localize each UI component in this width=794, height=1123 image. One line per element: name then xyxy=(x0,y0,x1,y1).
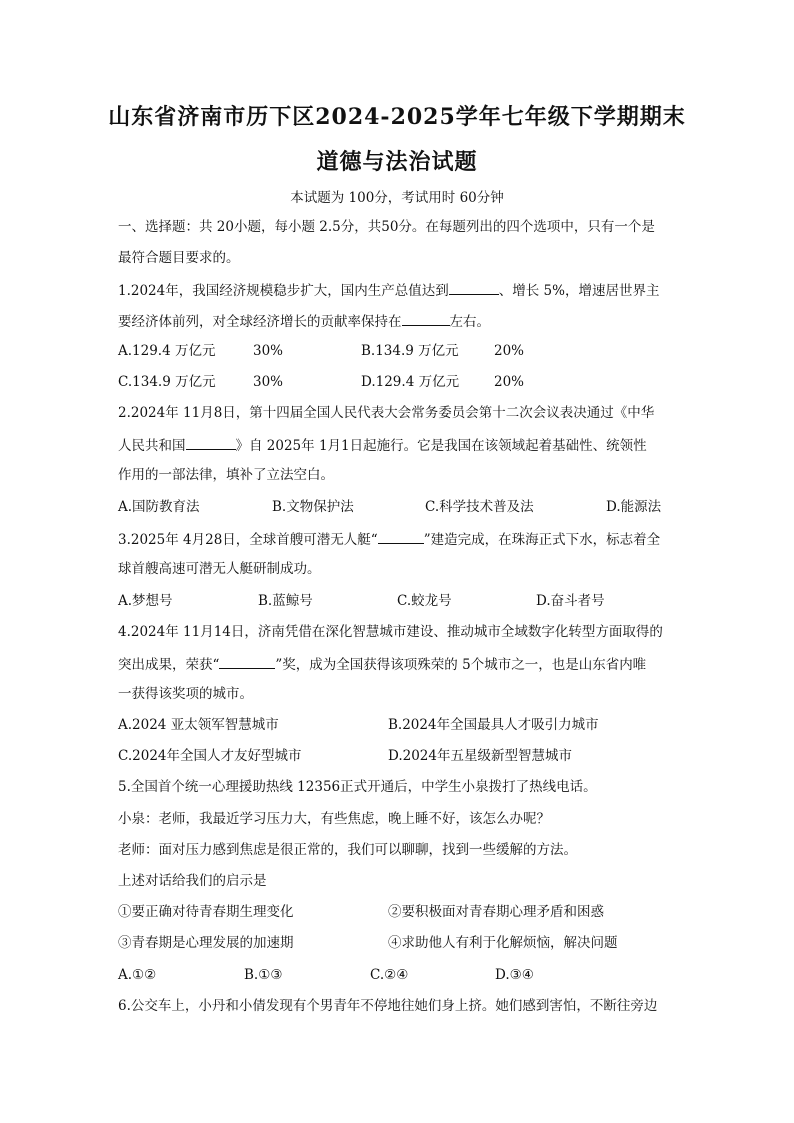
q5-item-3: ③青春期是心理发展的加速期 xyxy=(118,935,294,951)
q5-option-d: D.③④ xyxy=(495,967,534,983)
q5-option-a: A.①② xyxy=(118,967,157,983)
q3-line2: 球首艘高速可潜无人艇研制成功。 xyxy=(118,561,321,577)
q5-line2: 小泉：老师，我最近学习压力大，有些焦虑，晚上睡不好，该怎么办呢？ xyxy=(118,811,550,827)
q1-option-c: C.134.9 万亿元 xyxy=(118,374,216,390)
section-intro-line1: 一、选择题：共 20小题，每小题 2.5分，共50分。在每题列出的四个选项中，只有一个是 xyxy=(118,219,655,235)
q1-option-b-value: 20% xyxy=(494,343,525,359)
q4-line3: 一获得该奖项的城市。 xyxy=(118,686,253,702)
q2-line2 xyxy=(118,435,647,455)
q2-option-a: A.国防教育法 xyxy=(118,499,200,515)
q3-text-a: 3.2025年 4月28日，全球首艘可潜无人艇“ xyxy=(118,532,378,548)
exam-title-line2: 道德与法治试题 xyxy=(316,149,478,175)
q1-line2 xyxy=(118,311,490,331)
q2-line3: 作用的一部法律，填补了立法空白。 xyxy=(118,467,334,483)
q5-item-1: ①要正确对待青春期生理变化 xyxy=(118,904,294,920)
q1-text-c: 要经济体前列，对全球经济增长的贡献率保持在 xyxy=(118,314,402,330)
q1-option-b: B.134.9 万亿元 xyxy=(361,343,459,359)
q5-line4: 上述对话给我们的启示是 xyxy=(118,873,267,889)
q3-option-d: D.奋斗者号 xyxy=(536,593,605,609)
q3-option-c: C.蛟龙号 xyxy=(397,593,452,609)
q1-text-b: 、增长 5%，增速居世界主 xyxy=(498,283,660,299)
exam-title-line1: 山东省济南市历下区2024-2025学年七年级下学期期末 xyxy=(108,104,686,130)
q2-option-d: D.能源法 xyxy=(606,499,662,515)
q4-option-a: A.2024 亚太领军智慧城市 xyxy=(118,717,279,733)
q1-blank-2 xyxy=(402,311,450,326)
q1-option-d: D.129.4 万亿元 xyxy=(361,374,460,390)
q1-option-a: A.129.4 万亿元 xyxy=(118,343,216,359)
q2-option-b: B.文物保护法 xyxy=(272,499,354,515)
q5-line1: 5.全国首个统一心理援助热线 12356正式开通后，中学生小泉拨打了热线电话。 xyxy=(118,779,597,795)
q1-line1 xyxy=(118,280,659,300)
q4-line1: 4.2024年 11月14日，济南凭借在深化智慧城市建设、推动城市全域数字化转型方面取得的 xyxy=(118,624,663,640)
q2-blank xyxy=(186,435,236,450)
q5-item-2: ②要积极面对青春期心理矛盾和困惑 xyxy=(388,904,604,920)
q5-line3: 老师：面对压力感到焦虑是很正常的，我们可以聊聊，找到一些缓解的方法。 xyxy=(118,842,577,858)
q1-text-d: 左右。 xyxy=(449,314,490,330)
section-intro-line2: 最符合题目要求的。 xyxy=(118,250,240,266)
q4-blank xyxy=(219,654,275,669)
q4-option-d: D.2024年五星级新型智慧城市 xyxy=(388,748,572,764)
q5-item-4: ④求助他人有利于化解烦恼，解决问题 xyxy=(388,935,618,951)
q1-option-c-value: 30% xyxy=(253,374,284,390)
q2-text-b: 》自 2025年 1月1日起施行。它是我国在该领域起着基础性、统领性 xyxy=(235,438,647,454)
q3-option-a: A.梦想号 xyxy=(118,593,173,609)
q5-option-b: B.①③ xyxy=(244,967,283,983)
q1-option-a-value: 30% xyxy=(253,343,284,359)
q4-text-a: 突出成果，荣获“ xyxy=(118,657,220,673)
q4-option-b: B.2024年全国最具人才吸引力城市 xyxy=(388,717,599,733)
q3-line1 xyxy=(118,529,660,549)
exam-subtitle: 本试题为 100分，考试用时 60分钟 xyxy=(290,190,504,206)
q3-blank xyxy=(378,529,424,544)
q1-blank-1 xyxy=(449,280,499,295)
q6-line1: 6.公交车上，小丹和小倩发现有个男青年不停地往她们身上挤。她们感到害怕，不断往旁边 xyxy=(118,998,658,1014)
q1-option-d-value: 20% xyxy=(494,374,525,390)
q1-text-a: 1.2024年，我国经济规模稳步扩大，国内生产总值达到 xyxy=(118,283,449,299)
q4-line2 xyxy=(118,654,646,674)
q3-option-b: B.蓝鲸号 xyxy=(258,593,313,609)
q4-option-c: C.2024年全国人才友好型城市 xyxy=(118,748,302,764)
q3-text-b: ”建造完成，在珠海正式下水，标志着全 xyxy=(423,532,661,548)
q2-option-c: C.科学技术普及法 xyxy=(425,499,534,515)
q2-text-a: 人民共和国 xyxy=(118,438,186,454)
q5-option-c: C.②④ xyxy=(370,967,409,983)
q4-text-b: ”奖，成为全国获得该项殊荣的 5个城市之一，也是山东省内唯 xyxy=(275,657,647,673)
q2-line1: 2.2024年 11月8日，第十四届全国人民代表大会常务委员会第十二次会议表决通过《中华 xyxy=(118,405,655,421)
